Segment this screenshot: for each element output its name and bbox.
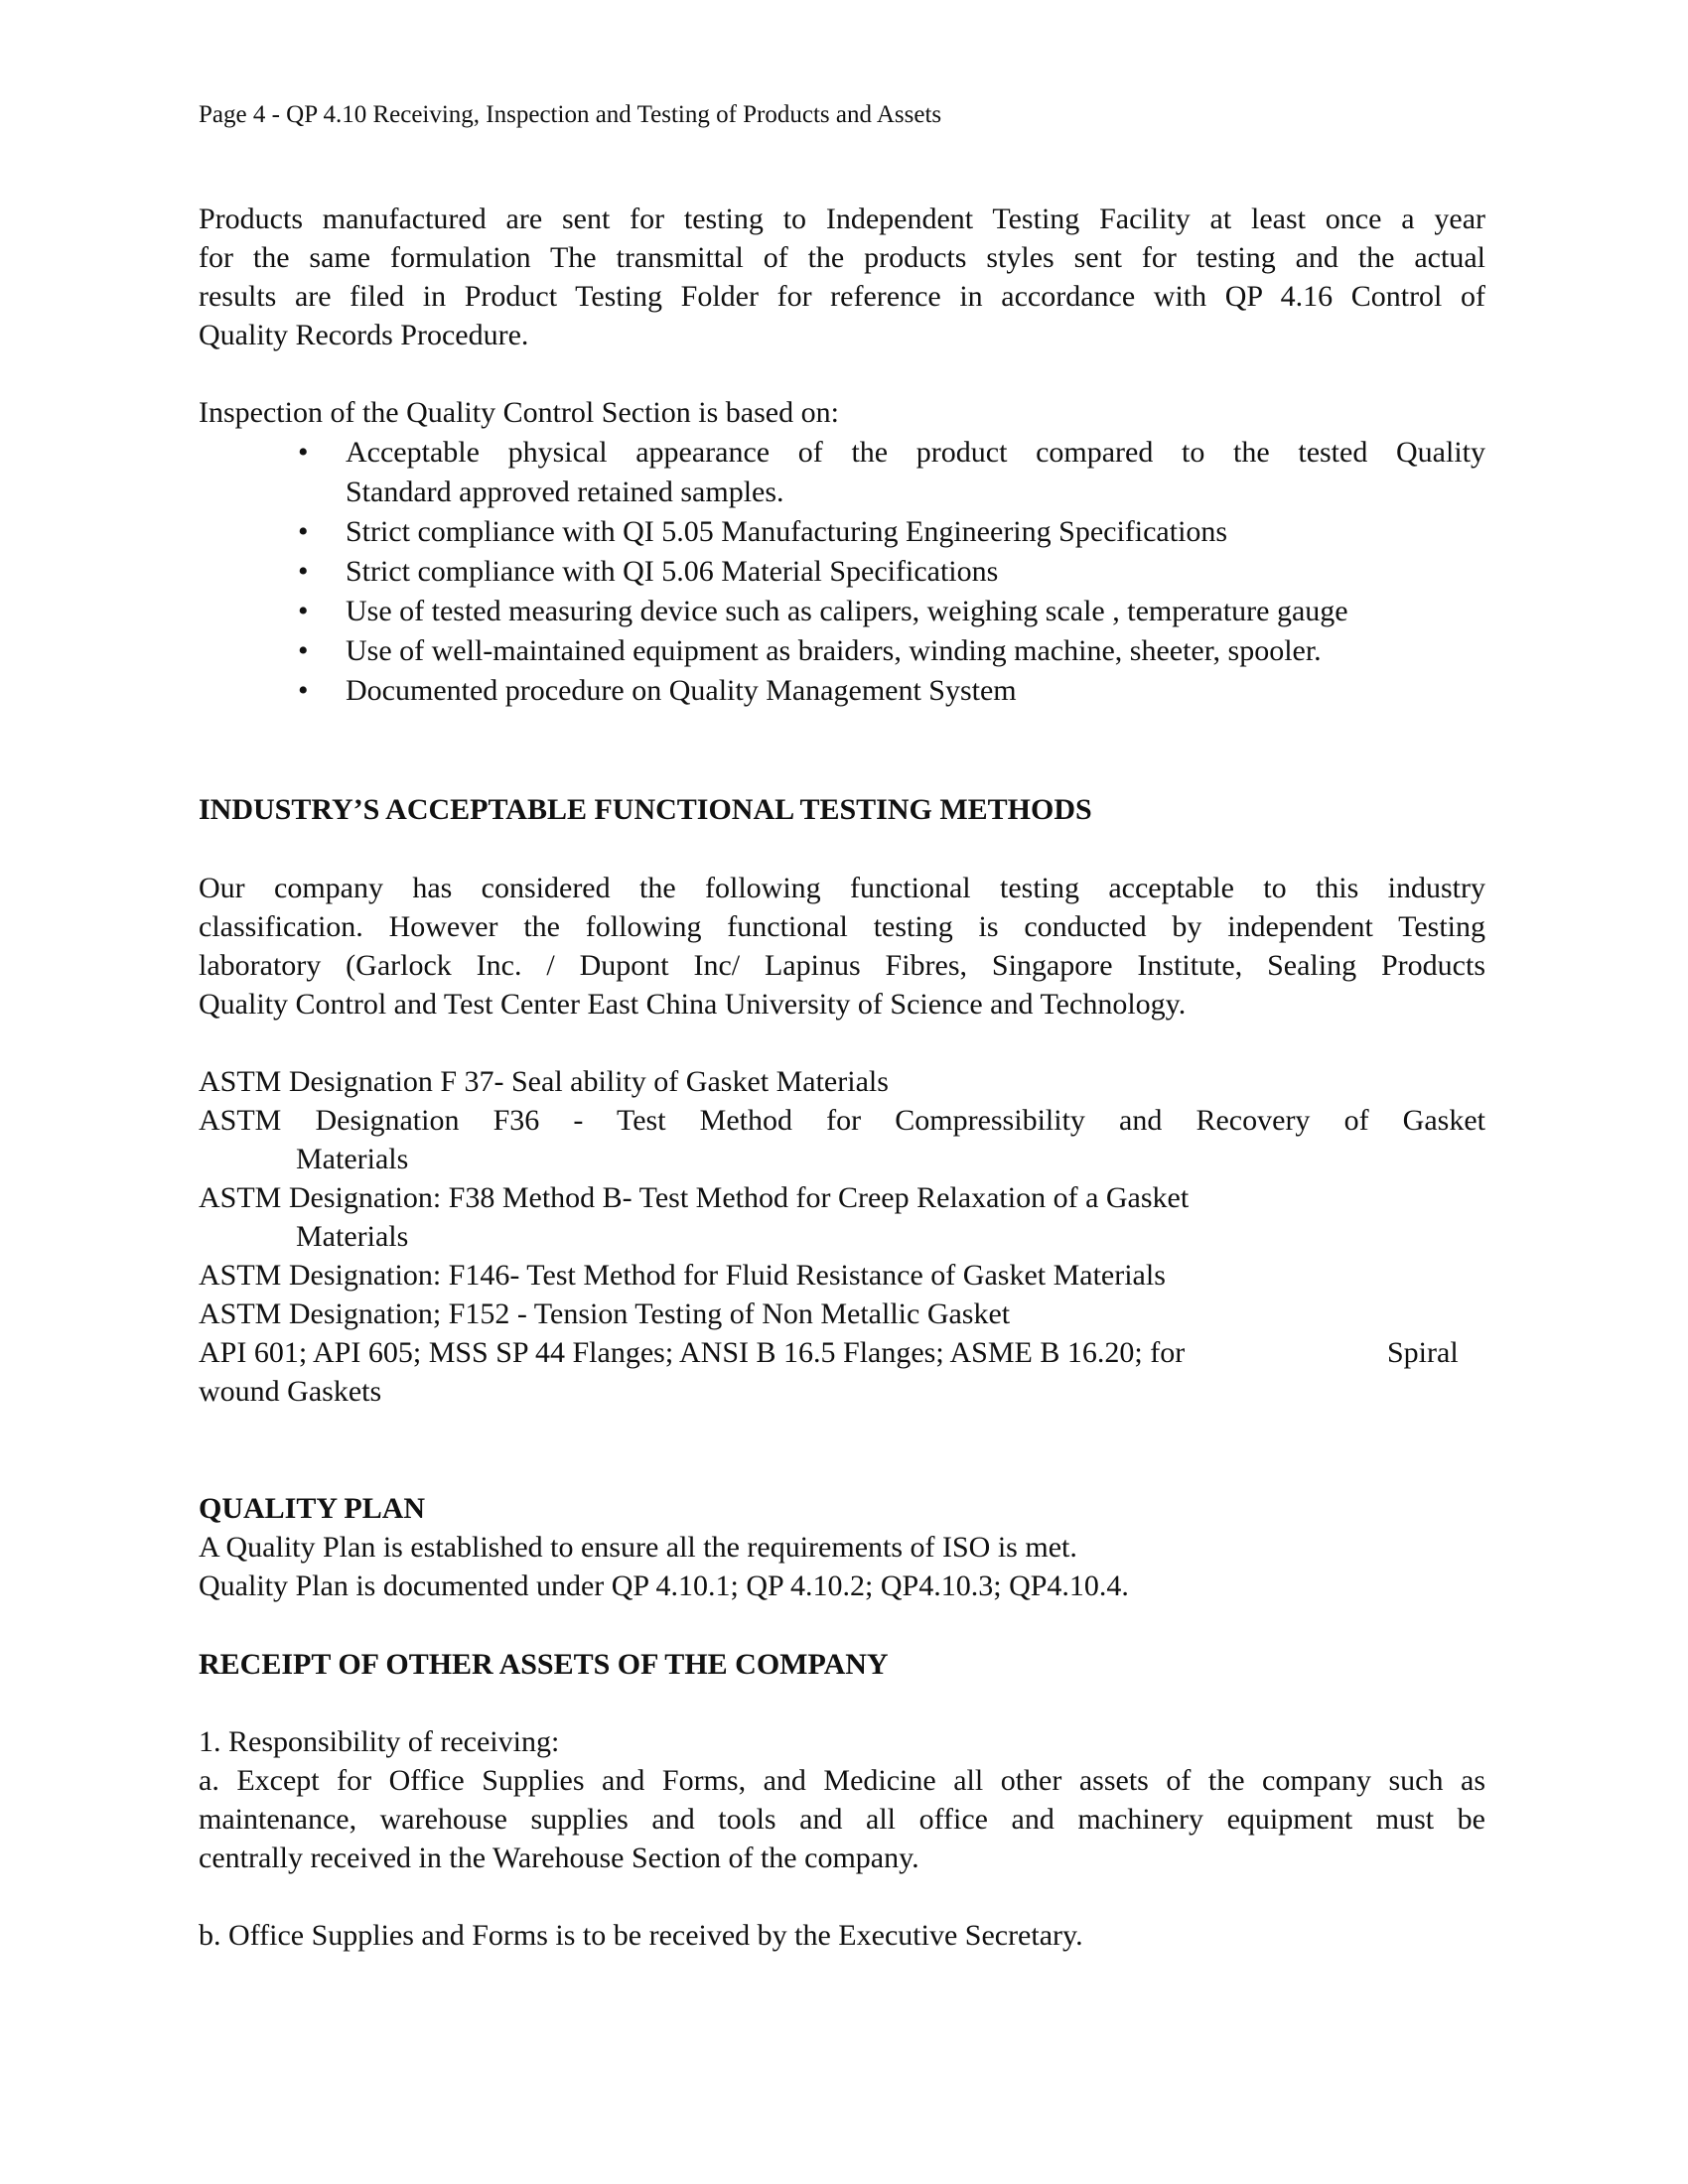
astm-line: ASTM Designation; F152 - Tension Testing of Non Metallic Gasket — [199, 1297, 1011, 1330]
receipt-line: b. Office Supplies and Forms is to be received by the Executive Secretary. — [199, 1919, 1083, 1952]
receipt-line: maintenance, warehouse supplies and tools and all office and machinery equipment must be — [199, 1803, 1485, 1836]
astm-line: ASTM Designation: F38 Method B- Test Method for Creep Relaxation of a Gasket — [199, 1181, 1190, 1214]
astm-line: API 601; API 605; MSS SP 44 Flanges; ANSI B 16.5 Flanges; ASME B 16.20; for — [199, 1336, 1186, 1369]
quality-plan-line: A Quality Plan is established to ensure all the requirements of ISO is met. — [199, 1531, 1077, 1564]
list-item-text: Strict compliance with QI 5.06 Material Specifications — [346, 555, 999, 588]
intro-line: Quality Records Procedure. — [199, 319, 529, 351]
bullet-marker: • — [298, 436, 309, 469]
list-item-text: Use of well-maintained equipment as braiders, winding machine, sheeter, spooler. — [346, 634, 1322, 667]
list-item-text: Documented procedure on Quality Management System — [346, 674, 1017, 707]
section-heading-quality-plan: QUALITY PLAN — [199, 1492, 426, 1525]
receipt-line: a. Except for Office Supplies and Forms, and Medicine all other assets of the company such as — [199, 1764, 1485, 1797]
industry-line: Our company has considered the following functional testing acceptable to this industry — [199, 872, 1485, 904]
industry-line: laboratory (Garlock Inc. / Dupont Inc/ Lapinus Fibres, Singapore Institute, Sealing Products — [199, 949, 1485, 982]
intro-line: for the same formulation The transmittal of the products styles sent for testing and the actual — [199, 241, 1485, 274]
receipt-line: 1. Responsibility of receiving: — [199, 1725, 560, 1758]
astm-line: ASTM Designation F36 - Test Method for Compressibility and Recovery of Gasket — [199, 1104, 1485, 1137]
astm-line-continued: Materials — [296, 1220, 409, 1253]
intro-line: results are filed in Product Testing Folder for reference in accordance with QP 4.16 Control of — [199, 280, 1485, 313]
intro-line: Products manufactured are sent for testing to Independent Testing Facility at least once a year — [199, 203, 1485, 235]
bullet-marker: • — [298, 515, 309, 548]
astm-line-continued: wound Gaskets — [199, 1375, 382, 1408]
astm-line: ASTM Designation: F146- Test Method for Fluid Resistance of Gasket Materials — [199, 1259, 1166, 1292]
astm-line-trailing-word: Spiral — [1387, 1336, 1459, 1369]
page-header: Page 4 - QP 4.10 Receiving, Inspection and Testing of Products and Assets — [199, 101, 942, 128]
inspection-intro: Inspection of the Quality Control Section is based on: — [199, 396, 839, 429]
list-item-text: Use of tested measuring device such as calipers, weighing scale , temperature gauge — [346, 595, 1348, 627]
section-heading-industry: INDUSTRY’S ACCEPTABLE FUNCTIONAL TESTING METHODS — [199, 793, 1092, 826]
industry-line: classification. However the following functional testing is conducted by independent Testing — [199, 910, 1485, 943]
bullet-marker: • — [298, 634, 309, 667]
astm-line: ASTM Designation F 37- Seal ability of Gasket Materials — [199, 1065, 889, 1098]
bullet-marker: • — [298, 555, 309, 588]
bullet-marker: • — [298, 595, 309, 627]
section-heading-receipt: RECEIPT OF OTHER ASSETS OF THE COMPANY — [199, 1648, 889, 1681]
bullet-marker: • — [298, 674, 309, 707]
receipt-line: centrally received in the Warehouse Section of the company. — [199, 1842, 919, 1874]
list-item-text: Standard approved retained samples. — [346, 476, 784, 508]
quality-plan-line: Quality Plan is documented under QP 4.10.1; QP 4.10.2; QP4.10.3; QP4.10.4. — [199, 1570, 1129, 1602]
list-item-text: Acceptable physical appearance of the product compared to the tested Quality — [346, 436, 1485, 469]
industry-line: Quality Control and Test Center East China University of Science and Technology. — [199, 988, 1187, 1021]
list-item-text: Strict compliance with QI 5.05 Manufacturing Engineering Specifications — [346, 515, 1228, 548]
astm-line-continued: Materials — [296, 1143, 409, 1175]
